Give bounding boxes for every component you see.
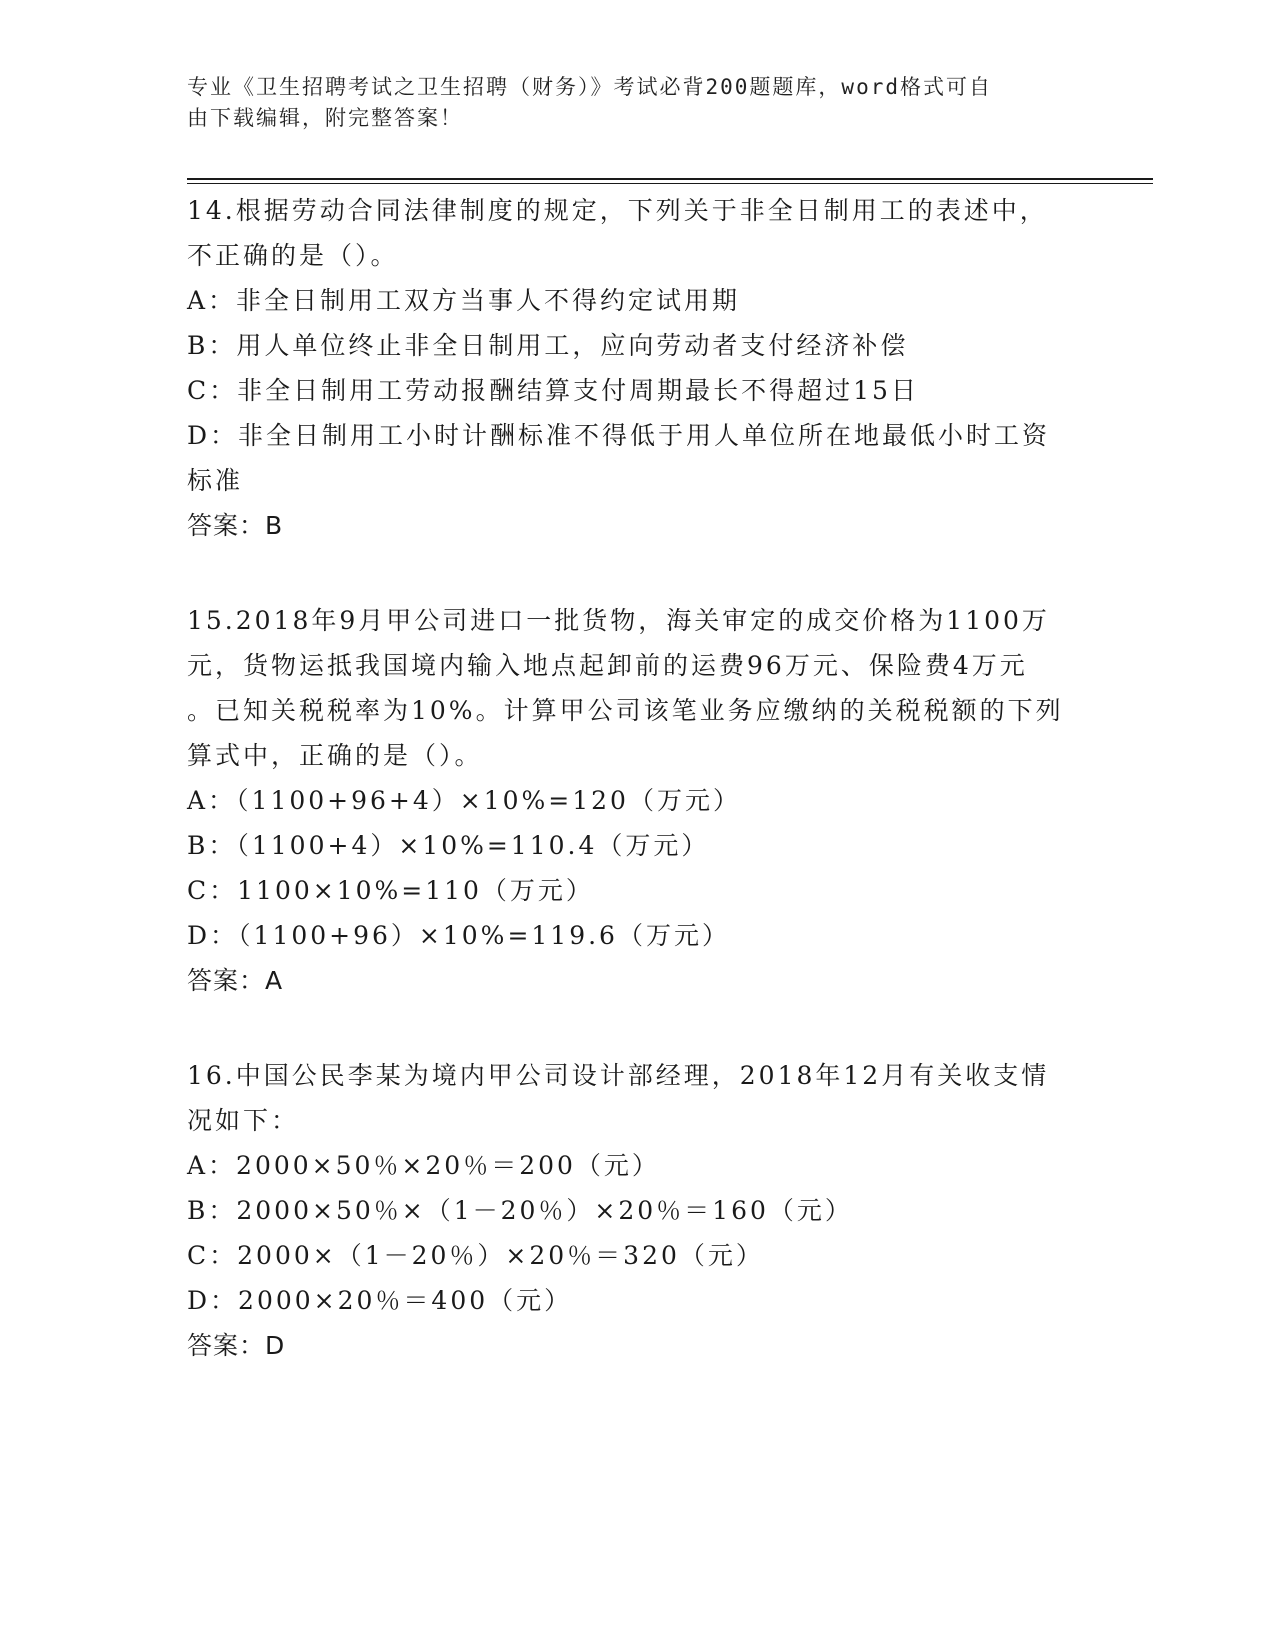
question-16 [187, 1053, 1087, 1368]
option-c: C：1100×10%=110（万元） [187, 876, 594, 905]
header-line: 专业《卫生招聘考试之卫生招聘（财务）》考试必背200题题库，word格式可自 [187, 75, 992, 99]
option-a: A：（1100+96+4）×10%=120（万元） [187, 786, 741, 815]
option-d: D：非全日制用工小时计酬标准不得低于用人单位所在地最低小时工资 [187, 421, 1051, 450]
option-d-continued: 标准 [187, 466, 244, 495]
option-b: B：用人单位终止非全日制用工，应向劳动者支付经济补偿 [187, 331, 909, 360]
question-text: 。已知关税税率为10%。计算甲公司该笔业务应缴纳的关税税额的下列 [187, 696, 1064, 725]
option-b: B：2000×50％×（1－20％）×20％＝160（元） [187, 1196, 853, 1225]
question-text: 算式中，正确的是（）。 [187, 741, 483, 770]
question-text: 元，货物运抵我国境内输入地点起卸前的运费96万元、保险费4万元 [187, 651, 1028, 680]
answer: 答案：A [187, 966, 284, 995]
option-a: A：非全日制用工双方当事人不得约定试用期 [187, 286, 741, 315]
question-text: 14.根据劳动合同法律制度的规定，下列关于非全日制用工的表述中， [187, 196, 1048, 225]
question-text: 况如下： [187, 1106, 300, 1135]
question-text: 16.中国公民李某为境内甲公司设计部经理，2018年12月有关收支情 [187, 1061, 1050, 1090]
option-c: C：2000×（1－20％）×20％＝320（元） [187, 1241, 764, 1270]
question-text: 不正确的是（）。 [187, 241, 399, 270]
question-text: 15.2018年9月甲公司进口一批货物，海关审定的成交价格为1100万 [187, 606, 1050, 635]
option-b: B：（1100+4）×10%=110.4（万元） [187, 831, 710, 860]
option-d: D：（1100+96）×10%=119.6（万元） [187, 921, 730, 950]
header-line: 由下载编辑，附完整答案！ [187, 106, 463, 130]
question-14 [187, 188, 1087, 548]
option-d: D：2000×20％＝400（元） [187, 1286, 573, 1315]
answer: 答案：D [187, 1331, 286, 1360]
document-header [187, 72, 1087, 134]
answer: 答案：B [187, 511, 284, 540]
header-divider [187, 183, 1153, 184]
question-15 [187, 598, 1087, 1003]
option-c: C：非全日制用工劳动报酬结算支付周期最长不得超过15日 [187, 376, 919, 405]
header-divider [187, 178, 1153, 180]
option-a: A：2000×50％×20％＝200（元） [187, 1151, 660, 1180]
